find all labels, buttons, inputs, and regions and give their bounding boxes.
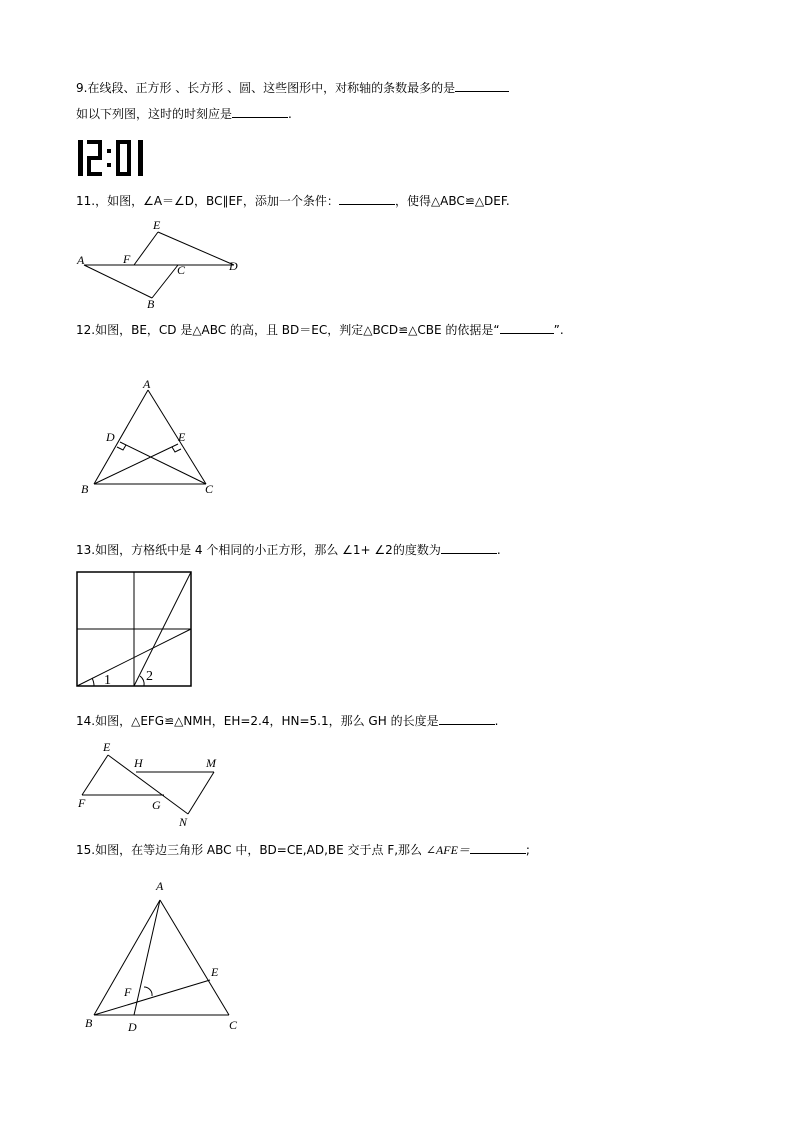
question-14-text: 14.如图，△EFG≌△NMH，EH=2.4，HN=5.1，那么 GH 的长度是	[76, 714, 439, 728]
label-A: A	[143, 377, 151, 391]
question-13	[76, 542, 501, 558]
label-M: M	[206, 756, 216, 770]
figure-q12	[76, 374, 226, 500]
figure-q15	[76, 874, 252, 1036]
label-F: F	[123, 252, 131, 266]
label-E: E	[153, 218, 161, 232]
question-10-text: 如以下列图，这时的时刻应是	[76, 107, 233, 121]
label-C: C	[229, 1018, 238, 1032]
label-C: C	[205, 482, 214, 496]
question-15-end: ;	[525, 843, 530, 857]
figure-q14	[76, 738, 226, 830]
question-11	[76, 193, 510, 209]
question-9	[76, 80, 509, 96]
question-11-text-2: ，使得△ABC≌△DEF.	[394, 194, 510, 208]
question-12	[76, 322, 564, 338]
question-12-end: ”.	[553, 323, 564, 337]
clock-reading: 12:01	[76, 138, 79, 139]
label-B: B	[85, 1016, 93, 1030]
question-15	[76, 842, 530, 858]
question-13-text: 13.如图，方格纸中是 4 个相同的小正方形，那么 ∠1+ ∠2的度数为	[76, 543, 441, 557]
angle-1-label: 1	[104, 673, 111, 688]
angle-2-label: 2	[146, 669, 153, 684]
label-H: H	[134, 756, 143, 770]
figure-q11	[76, 218, 246, 310]
answer-blank	[500, 323, 554, 334]
label-E: E	[178, 430, 186, 444]
answer-blank	[470, 843, 526, 854]
label-G: G	[152, 798, 161, 812]
question-9-text: 9.在线段、正方形 、长方形 、圆、这些图形中，对称轴的条数最多的是	[76, 81, 456, 95]
label-B: B	[147, 297, 155, 311]
label-N: N	[179, 815, 188, 829]
label-B: B	[81, 482, 89, 496]
digital-clock-figure	[76, 138, 146, 180]
question-10-end: .	[288, 107, 292, 121]
answer-blank	[439, 714, 495, 725]
answer-blank	[339, 194, 395, 205]
label-D: D	[128, 1020, 137, 1034]
answer-blank	[441, 543, 497, 554]
label-F: F	[78, 796, 86, 810]
question-11-text: 11.，如图，∠A＝∠D，BC∥EF，添加一个条件：	[76, 194, 339, 208]
label-C: C	[177, 263, 186, 277]
figure-q13	[76, 571, 194, 689]
label-A: A	[156, 879, 164, 893]
question-14	[76, 713, 498, 729]
label-E: E	[211, 965, 219, 979]
question-12-text: 12.如图，BE，CD 是△ABC 的高，且 BD＝EC，判定△BCD≌△CBE 的依据是“	[76, 323, 500, 337]
question-10	[76, 106, 292, 122]
question-13-end: .	[496, 543, 501, 557]
question-15-text: 15.如图，在等边三角形 ABC 中，BD=CE,AD,BE 交于点 F,那么	[76, 843, 426, 857]
label-E: E	[103, 740, 111, 754]
label-A: A	[77, 253, 85, 267]
answer-blank	[232, 107, 288, 118]
label-D: D	[106, 430, 115, 444]
question-14-end: .	[494, 714, 499, 728]
label-D: D	[229, 259, 238, 273]
label-F: F	[124, 985, 132, 999]
answer-blank	[455, 81, 509, 92]
angle-afe: ∠AFE＝	[425, 843, 470, 857]
